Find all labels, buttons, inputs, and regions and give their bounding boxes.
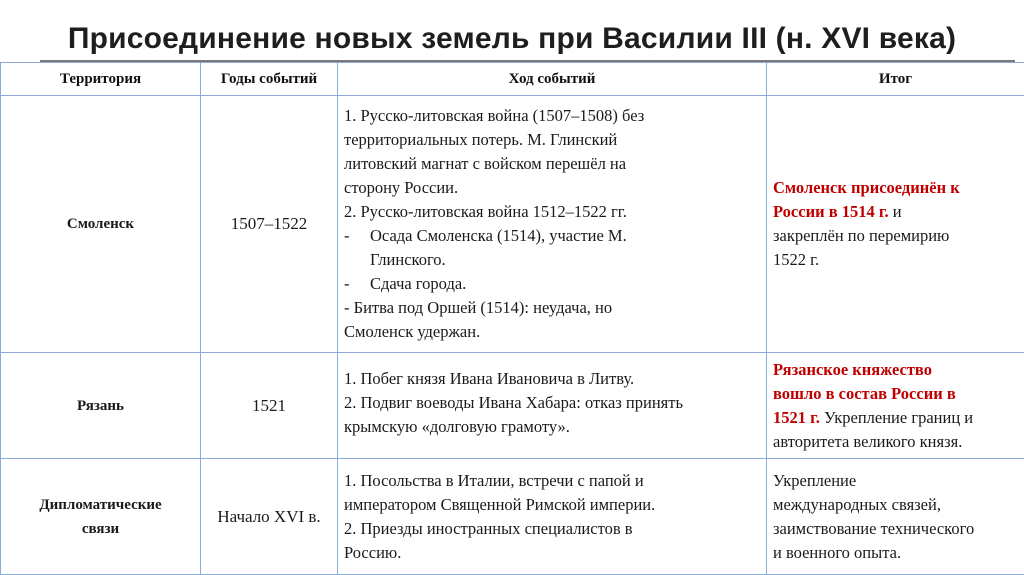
header-events: Ход событий xyxy=(338,63,767,96)
result-highlight: Рязанское княжество xyxy=(773,360,932,379)
result-line xyxy=(773,406,1018,430)
result-line: и военного опыта. xyxy=(773,541,1018,565)
events-table xyxy=(0,62,1024,575)
result-highlight: Смоленск присоединён к xyxy=(773,178,960,197)
event-line: Смоленск удержан. xyxy=(344,320,760,344)
result-highlight: 1521 г. xyxy=(773,408,820,427)
dash-marker: - xyxy=(344,224,370,248)
result-text: и xyxy=(889,202,902,221)
header-territory: Территория xyxy=(1,63,201,96)
result-line: заимствование технического xyxy=(773,517,1018,541)
years-cell: Начало XVI в. xyxy=(201,459,338,575)
header-result: Итог xyxy=(767,63,1024,96)
event-line: 2. Подвиг воеводы Ивана Хабара: отказ принять xyxy=(344,391,760,415)
result-line: закреплён по перемирию xyxy=(773,224,1018,248)
result-line: авторитета великого князя. xyxy=(773,430,1018,454)
result-line xyxy=(773,358,1018,382)
event-line: - Битва под Оршей (1514): неудача, но xyxy=(344,296,760,320)
result-line xyxy=(773,382,1018,406)
years-cell: 1507–1522 xyxy=(201,96,338,353)
table-row-smolensk xyxy=(1,96,1024,353)
events-cell xyxy=(338,459,767,575)
result-text: Укрепление границ и xyxy=(820,408,973,427)
result-line: международных связей, xyxy=(773,493,1018,517)
event-line: 1. Побег князя Ивана Ивановича в Литву. xyxy=(344,367,760,391)
territory-line: Дипломатические xyxy=(5,493,196,517)
result-cell xyxy=(767,459,1024,575)
table-header-row xyxy=(1,63,1024,96)
event-line: Сдача города. xyxy=(370,272,466,296)
result-line: 1522 г. xyxy=(773,248,1018,272)
event-bullet xyxy=(344,272,760,296)
event-line: сторону России. xyxy=(344,176,760,200)
events-cell xyxy=(338,96,767,353)
territory-cell xyxy=(1,459,201,575)
event-line: 2. Русско-литовская война 1512–1522 гг. xyxy=(344,200,760,224)
result-line xyxy=(773,200,1018,224)
territory-line: связи xyxy=(5,517,196,541)
result-line: Укрепление xyxy=(773,469,1018,493)
event-line: Осада Смоленска (1514), участие М. xyxy=(370,224,627,248)
table-row-diplomacy xyxy=(1,459,1024,575)
event-line: территориальных потерь. М. Глинский xyxy=(344,128,760,152)
event-line: Глинского. xyxy=(344,248,760,272)
territory-cell: Смоленск xyxy=(1,96,201,353)
event-bullet xyxy=(344,224,760,248)
territory-cell: Рязань xyxy=(1,353,201,459)
event-line: 1. Русско-литовская война (1507–1508) без xyxy=(344,104,760,128)
result-cell xyxy=(767,96,1024,353)
result-highlight: вошло в состав России в xyxy=(773,384,956,403)
event-line: Россию. xyxy=(344,541,760,565)
page-title: Присоединение новых земель при Василии III (н. XVI века) xyxy=(0,22,1024,56)
event-line: 2. Приезды иностранных специалистов в xyxy=(344,517,760,541)
result-line xyxy=(773,176,1018,200)
table-row-ryazan xyxy=(1,353,1024,459)
events-cell xyxy=(338,353,767,459)
header-years: Годы событий xyxy=(201,63,338,96)
event-line: 1. Посольства в Италии, встречи с папой и xyxy=(344,469,760,493)
dash-marker: - xyxy=(344,272,370,296)
event-line: императором Священной Римской империи. xyxy=(344,493,760,517)
result-cell xyxy=(767,353,1024,459)
years-cell: 1521 xyxy=(201,353,338,459)
event-line: крымскую «долговую грамоту». xyxy=(344,415,760,439)
result-highlight: России в 1514 г. xyxy=(773,202,889,221)
event-line: литовский магнат с войском перешёл на xyxy=(344,152,760,176)
